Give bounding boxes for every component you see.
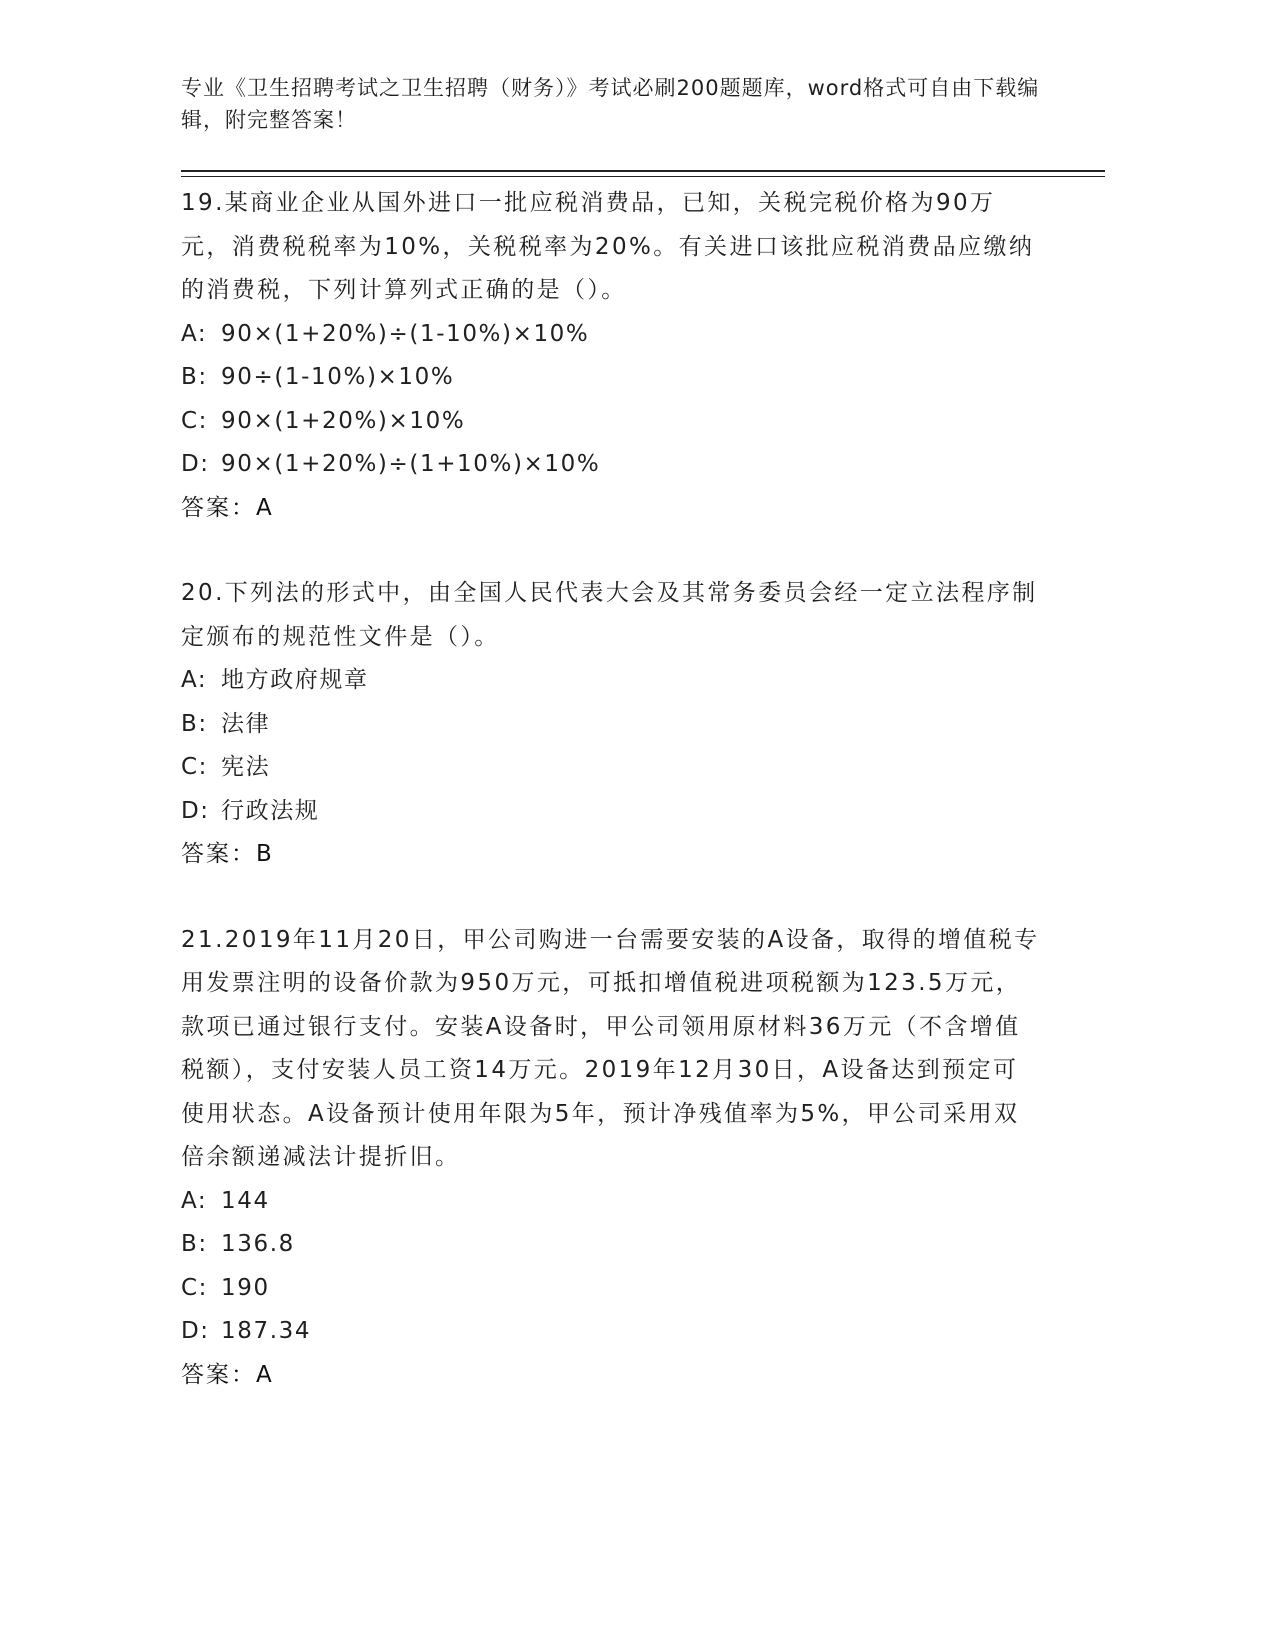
option-key: D: (181, 1318, 210, 1344)
option-text: 187.34 (221, 1318, 312, 1344)
question-19 (181, 182, 1041, 530)
document-header: 专业《卫生招聘考试之卫生招聘（财务）》考试必刷200题题库，word格式可自由下载编辑，附完整答案！ (181, 76, 1040, 132)
option-key: C: (181, 407, 209, 434)
option-key: A: (181, 320, 208, 347)
option-key: C: (181, 754, 209, 780)
option-key: A: (181, 1187, 208, 1214)
option-c (181, 1267, 1041, 1311)
header-rule-thick (181, 170, 1105, 172)
question-stem: 21.2019年11月20日，甲公司购进一台需要安装的A设备，取得的增值税专用发票注明的设备价款为950万元，可抵扣增值税进项税额为123.5万元，款项已通过银行支付。安装A设备时，甲公司领用原材料36万元（不含增值税额），支付安装人员工资14万元。2019年12月30日，A设备达到预定可使用状态。A设备预计使用年限为5年，预计净残值率为5%，甲公司采用双倍余额递减法计提折旧。 (181, 926, 1040, 1170)
question-20 (181, 572, 1041, 877)
question-21 (181, 919, 1041, 1398)
question-answer: 答案：A (181, 1361, 274, 1388)
option-text: 行政法规 (221, 797, 320, 824)
option-key: A: (181, 667, 208, 693)
question-answer: 答案：B (181, 841, 274, 867)
option-key: D: (181, 451, 210, 477)
question-stem: 19.某商业企业从国外进口一批应税消费品，已知，关税完税价格为90万元，消费税税率为10%，关税税率为20%。有关进口该批应税消费品应缴纳的消费税，下列计算列式正确的是（）。 (181, 190, 1035, 303)
option-text: 190 (221, 1274, 270, 1301)
option-text: 法律 (221, 710, 271, 737)
option-d (181, 1310, 1041, 1354)
option-text: 90×(1+20%)÷(1+10%)×10% (221, 451, 601, 477)
option-text: 地方政府规章 (221, 667, 369, 693)
option-b (181, 703, 1041, 747)
option-key: D: (181, 797, 210, 824)
option-text: 90×(1+20%)÷(1-10%)×10% (221, 320, 590, 347)
question-stem: 20.下列法的形式中，由全国人民代表大会及其常务委员会经一定立法程序制定颁布的规范性文件是（）。 (181, 580, 1038, 650)
option-text: 136.8 (221, 1231, 295, 1257)
option-d (181, 790, 1041, 834)
question-answer: 答案：A (181, 494, 274, 521)
option-key: B: (181, 1231, 208, 1257)
option-key: B: (181, 364, 208, 390)
option-c (181, 746, 1041, 790)
option-key: C: (181, 1274, 209, 1301)
option-a (181, 313, 1041, 357)
option-text: 宪法 (221, 754, 271, 780)
header-rule-thin (181, 176, 1105, 177)
option-text: 90÷(1-10%)×10% (221, 364, 455, 390)
option-key: B: (181, 710, 208, 737)
option-a (181, 659, 1041, 703)
question-list (181, 182, 1041, 1439)
option-b (181, 1223, 1041, 1267)
option-a (181, 1180, 1041, 1224)
option-text: 90×(1+20%)×10% (221, 407, 466, 434)
option-d (181, 443, 1041, 487)
option-c (181, 400, 1041, 444)
option-text: 144 (221, 1187, 270, 1214)
option-b (181, 356, 1041, 400)
